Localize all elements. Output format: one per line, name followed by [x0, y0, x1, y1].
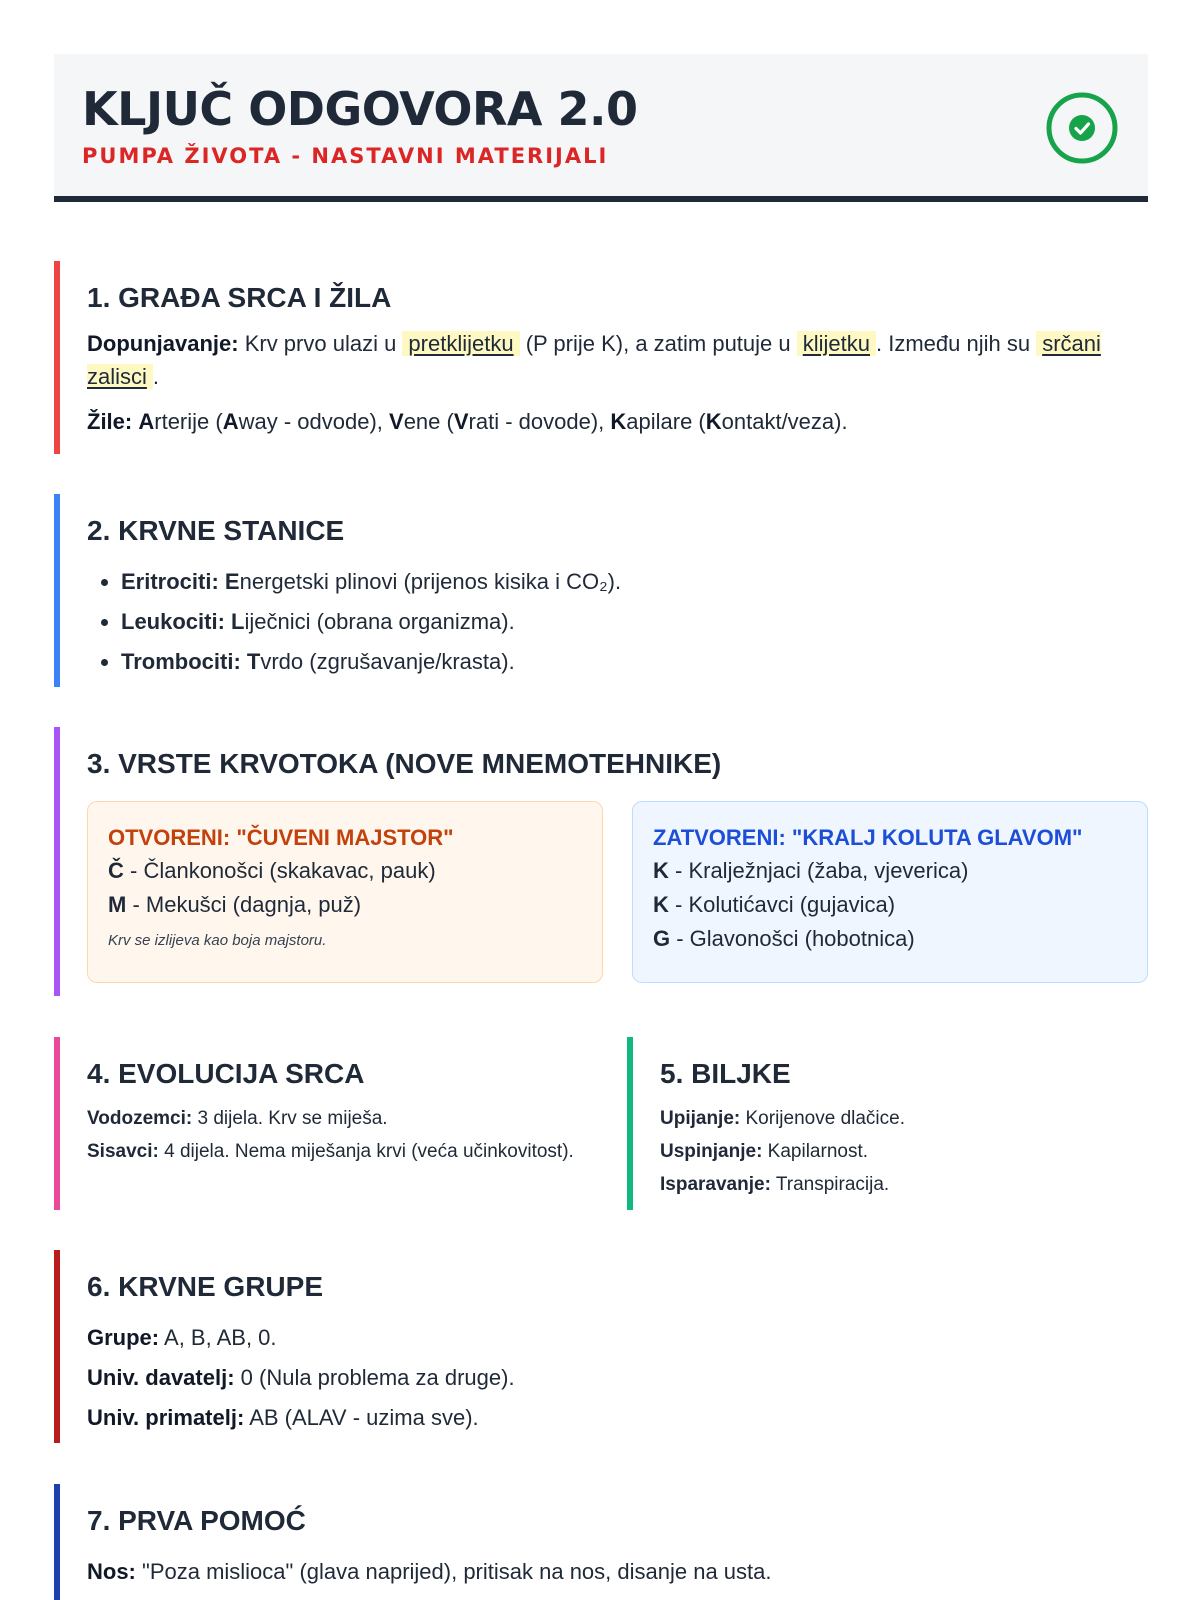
- section-accent-bar: [627, 1037, 633, 1210]
- section-title: 4. EVOLUCIJA SRCA: [87, 1058, 365, 1089]
- row-label: Isparavanje:: [660, 1173, 771, 1195]
- plants-row: [660, 1138, 1147, 1165]
- section-title: 2. KRVNE STANICE: [87, 515, 345, 546]
- section-accent-bar: [54, 1484, 60, 1600]
- row-label: Uspinjanje:: [660, 1140, 763, 1162]
- mnemonic-letter: K: [610, 408, 627, 434]
- box-title: ZATVORENI: "KRALJ KOLUTA GLAVOM": [653, 825, 1083, 850]
- blood-group-rows: [87, 1318, 1148, 1438]
- plants-row: [660, 1171, 1147, 1198]
- section-accent-bar: [54, 494, 60, 687]
- check-circle-icon: [1044, 90, 1120, 166]
- page-title: KLJUČ ODGOVORA 2.0: [82, 82, 638, 136]
- text-fragment: ene (: [403, 408, 454, 434]
- row-text: - Kolutićavci (gujavica): [668, 892, 896, 917]
- page-header: [54, 54, 1148, 202]
- text-fragment: rati - dovode),: [468, 408, 611, 434]
- row-label: Nos:: [87, 1558, 136, 1584]
- section-accent-bar: [54, 261, 60, 454]
- row-text: - Glavonošci (hobotnica): [670, 926, 915, 951]
- box-note: Krv se izlijeva kao boja majstoru.: [108, 932, 327, 949]
- section-accent-bar: [54, 727, 60, 996]
- row-label: Univ. davatelj:: [87, 1364, 235, 1390]
- section-first-aid: [54, 1484, 1148, 1600]
- row-label: Vodozemci:: [87, 1107, 193, 1129]
- section-title: 7. PRVA POMOĆ: [87, 1505, 306, 1536]
- row-label: Grupe:: [87, 1324, 160, 1350]
- mnemonic-letter: K: [705, 408, 722, 434]
- mnemonic-letter: V: [453, 408, 469, 434]
- answer-highlight: srčani zalisci: [87, 330, 1101, 389]
- text-fragment: .: [152, 363, 160, 389]
- box-row: [653, 854, 1127, 888]
- box-row: [108, 854, 582, 888]
- mnemonic-letter: A: [138, 408, 155, 434]
- box-title: OTVORENI: "ČUVENI MAJSTOR": [108, 825, 454, 850]
- section-title: 3. VRSTE KRVOTOKA (NOVE MNEMOTEHNIKE): [87, 748, 722, 779]
- item-label: Eritrociti:: [121, 568, 219, 594]
- text-fragment: (P prije K), a zatim putuje u: [519, 330, 797, 356]
- item-text: vrdo (zgrušavanje/krasta).: [260, 648, 515, 674]
- page-subtitle: PUMPA ŽIVOTA - NASTAVNI MATERIJALI: [82, 144, 609, 168]
- item-text: iječnici (obrana organizma).: [244, 608, 515, 634]
- item-label: Trombociti:: [121, 648, 241, 674]
- open-circulation-box: [87, 801, 603, 983]
- vessels-paragraph: [87, 405, 1148, 438]
- mnemonic-letter: K: [653, 892, 669, 917]
- mnemonic-letter: M: [108, 892, 127, 917]
- section-accent-bar: [54, 1250, 60, 1443]
- row-text: A, B, AB, 0.: [159, 1324, 277, 1350]
- row-text: Kapilarnost.: [762, 1140, 869, 1162]
- blood-group-row: [87, 1358, 1148, 1398]
- row-text: 4 dijela. Nema miješanja krvi (veća učinkovitost).: [158, 1140, 574, 1162]
- text-fragment: rterije (: [154, 408, 223, 434]
- blood-cell-list: [87, 562, 1148, 682]
- row-label: Univ. primatelj:: [87, 1404, 245, 1430]
- row-text: Korijenove dlačice.: [740, 1107, 905, 1129]
- mnemonic-letter: V: [389, 408, 404, 434]
- row-text: Transpiracija.: [770, 1173, 890, 1195]
- row-label: Sisavci:: [87, 1140, 159, 1162]
- section-title: 6. KRVNE GRUPE: [87, 1271, 323, 1302]
- mnemonic-letter: L: [231, 608, 245, 634]
- row-text: - Mekušci (dagnja, puž): [126, 892, 362, 917]
- closed-circulation-box: [632, 801, 1148, 983]
- mnemonic-letter: Č: [108, 858, 124, 883]
- mnemonic-letter: E: [224, 568, 240, 594]
- mnemonic-letter: T: [246, 648, 261, 674]
- row-text: 0 (Nula problema za druge).: [234, 1364, 515, 1390]
- section-heart-vessels: [54, 261, 1148, 454]
- plants-row: [660, 1105, 1147, 1132]
- answer-highlight: klijetku: [797, 331, 876, 356]
- section-accent-bar: [54, 1037, 60, 1210]
- row-label: Upijanje:: [660, 1107, 741, 1129]
- list-item: [121, 642, 1148, 682]
- row-text: "Poza mislioca" (glava naprijed), pritisak na nos, disanje na usta.: [135, 1558, 772, 1584]
- evolution-rows: [87, 1105, 574, 1165]
- mnemonic-letter: G: [653, 926, 671, 951]
- plants-rows: [660, 1105, 1147, 1198]
- vessels-label: Žile:: [87, 408, 133, 434]
- mnemonic-letter: K: [653, 858, 669, 883]
- first-aid-row: [87, 1552, 1148, 1592]
- text-fragment: Krv prvo ulazi u: [238, 330, 403, 356]
- box-row: [108, 888, 582, 922]
- text-fragment: ontakt/veza).: [721, 408, 848, 434]
- row-text: - Kralježnjaci (žaba, vjeverica): [668, 858, 969, 883]
- first-aid-rows: [87, 1552, 1148, 1592]
- section-blood-cells: [54, 494, 1148, 687]
- row-text: 3 dijela. Krv se miješa.: [192, 1107, 388, 1129]
- fill-in-label: Dopunjavanje:: [87, 330, 239, 356]
- item-text: nergetski plinovi (prijenos kisika i CO₂).: [239, 568, 622, 594]
- section-plants: [627, 1037, 1147, 1210]
- box-row: [653, 922, 1127, 956]
- section-title: 1. GRAĐA SRCA I ŽILA: [87, 282, 392, 313]
- evolution-row: [87, 1105, 574, 1132]
- box-row: [653, 888, 1127, 922]
- blood-group-row: [87, 1318, 1148, 1358]
- item-label: Leukociti:: [121, 608, 225, 634]
- section-blood-groups: [54, 1250, 1148, 1443]
- blood-group-row: [87, 1398, 1148, 1438]
- list-item: [121, 602, 1148, 642]
- mnemonic-letter: A: [222, 408, 239, 434]
- fill-in-paragraph: [87, 327, 1148, 393]
- row-text: - Člankonošci (skakavac, pauk): [123, 858, 436, 883]
- list-item: [121, 562, 1148, 602]
- text-fragment: way - odvode),: [238, 408, 389, 434]
- section-heart-evolution: [54, 1037, 574, 1210]
- evolution-row: [87, 1138, 574, 1165]
- section-circulation-types: [54, 727, 1148, 996]
- text-fragment: apilare (: [626, 408, 706, 434]
- answer-highlight: pretklijetku: [402, 331, 519, 356]
- section-title: 5. BILJKE: [660, 1058, 791, 1089]
- text-fragment: . Između njih su: [876, 330, 1037, 356]
- row-text: AB (ALAV - uzima sve).: [244, 1404, 479, 1430]
